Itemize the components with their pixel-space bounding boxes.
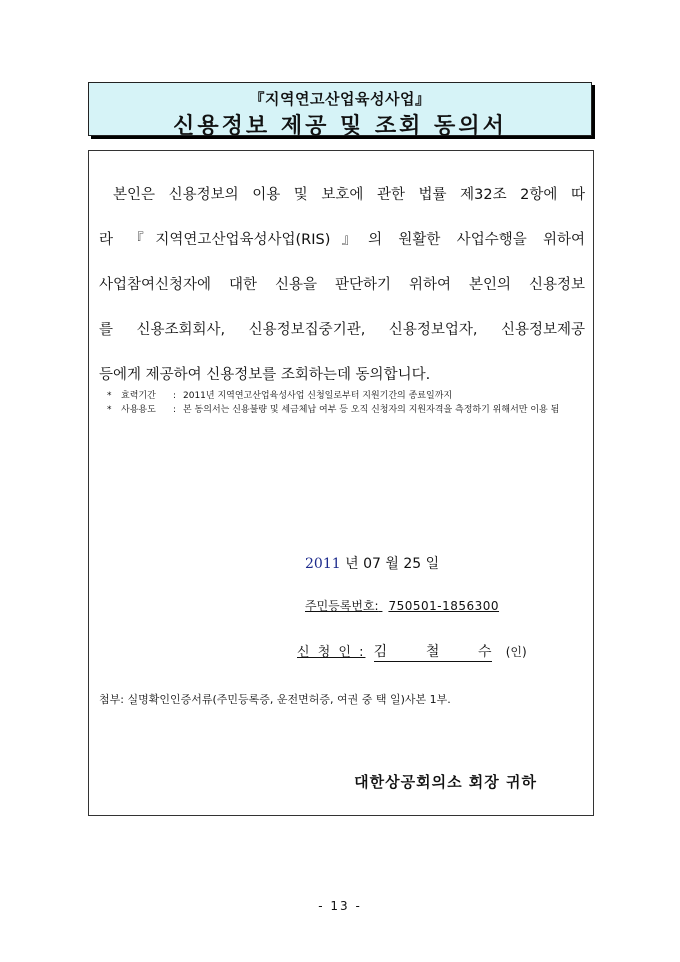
note-bullet: * (107, 405, 112, 415)
body-line: 등에게 제공하여 신용정보를 조회하는데 동의합니다. (99, 367, 431, 383)
note-key: 효력기간 (121, 391, 156, 401)
note-colon: : (173, 391, 177, 401)
applicant-label: 신 청 인 : (297, 645, 366, 660)
date-year: 2011 (305, 556, 341, 572)
note-item (107, 403, 585, 417)
date-year-unit: 년 (345, 556, 359, 572)
consent-body (99, 173, 585, 398)
notes-list (107, 389, 585, 417)
note-value: 본 동의서는 신용불량 및 세금체납 여부 등 오직 신청자의 지원자격을 측정하기 위해서만 이용 됨 (183, 405, 560, 415)
note-colon: : (173, 405, 177, 415)
recipient: 대한상공회의소 회장 귀하 (354, 773, 537, 791)
applicant-seal: (인) (505, 645, 527, 659)
body-line: 라 『지역연고산업육성사업(RIS)』의 원활한 사업수행을 위하여 (99, 232, 585, 248)
document-title: 신용정보 제공 및 조회 동의서 (173, 113, 507, 139)
note-value: 2011년 지역연고산업육성사업 신청일로부터 지원기간의 종료일까지 (183, 391, 453, 401)
note-bullet: * (107, 391, 112, 401)
applicant-row (297, 641, 527, 662)
registration-label: 주민등록번호: (305, 599, 379, 613)
date-day-unit: 일 (425, 556, 440, 572)
applicant-name: 김 철 수 (374, 641, 492, 662)
title-box (88, 82, 592, 139)
page-number: - 13 - (318, 899, 362, 913)
body-line: 사업참여신청자에 대한 신용을 판단하기 위하여 본인의 신용정보 (99, 277, 585, 293)
attachment-note: 첨부: 실명확인인증서류(주민등록증, 운전면허증, 여권 중 택 일)사본 1부. (99, 693, 451, 706)
note-item (107, 389, 585, 403)
date-month-unit: 월 (385, 556, 399, 572)
body-line: 본인은 신용정보의 이용 및 보호에 관한 법률 제32조 2항에 따 (113, 187, 585, 203)
document-subtitle: 『지역연고산업육성사업』 (249, 90, 431, 108)
consent-content-box (88, 150, 594, 816)
registration-row (305, 597, 499, 614)
date-month: 07 (363, 556, 381, 572)
date-row (305, 553, 439, 573)
registration-value: 750501-1856300 (388, 599, 500, 613)
body-line: 를 신용조회회사, 신용정보집중기관, 신용정보업자, 신용정보제공 (99, 322, 585, 338)
date-day: 25 (403, 556, 422, 572)
note-key: 사용용도 (121, 405, 156, 415)
